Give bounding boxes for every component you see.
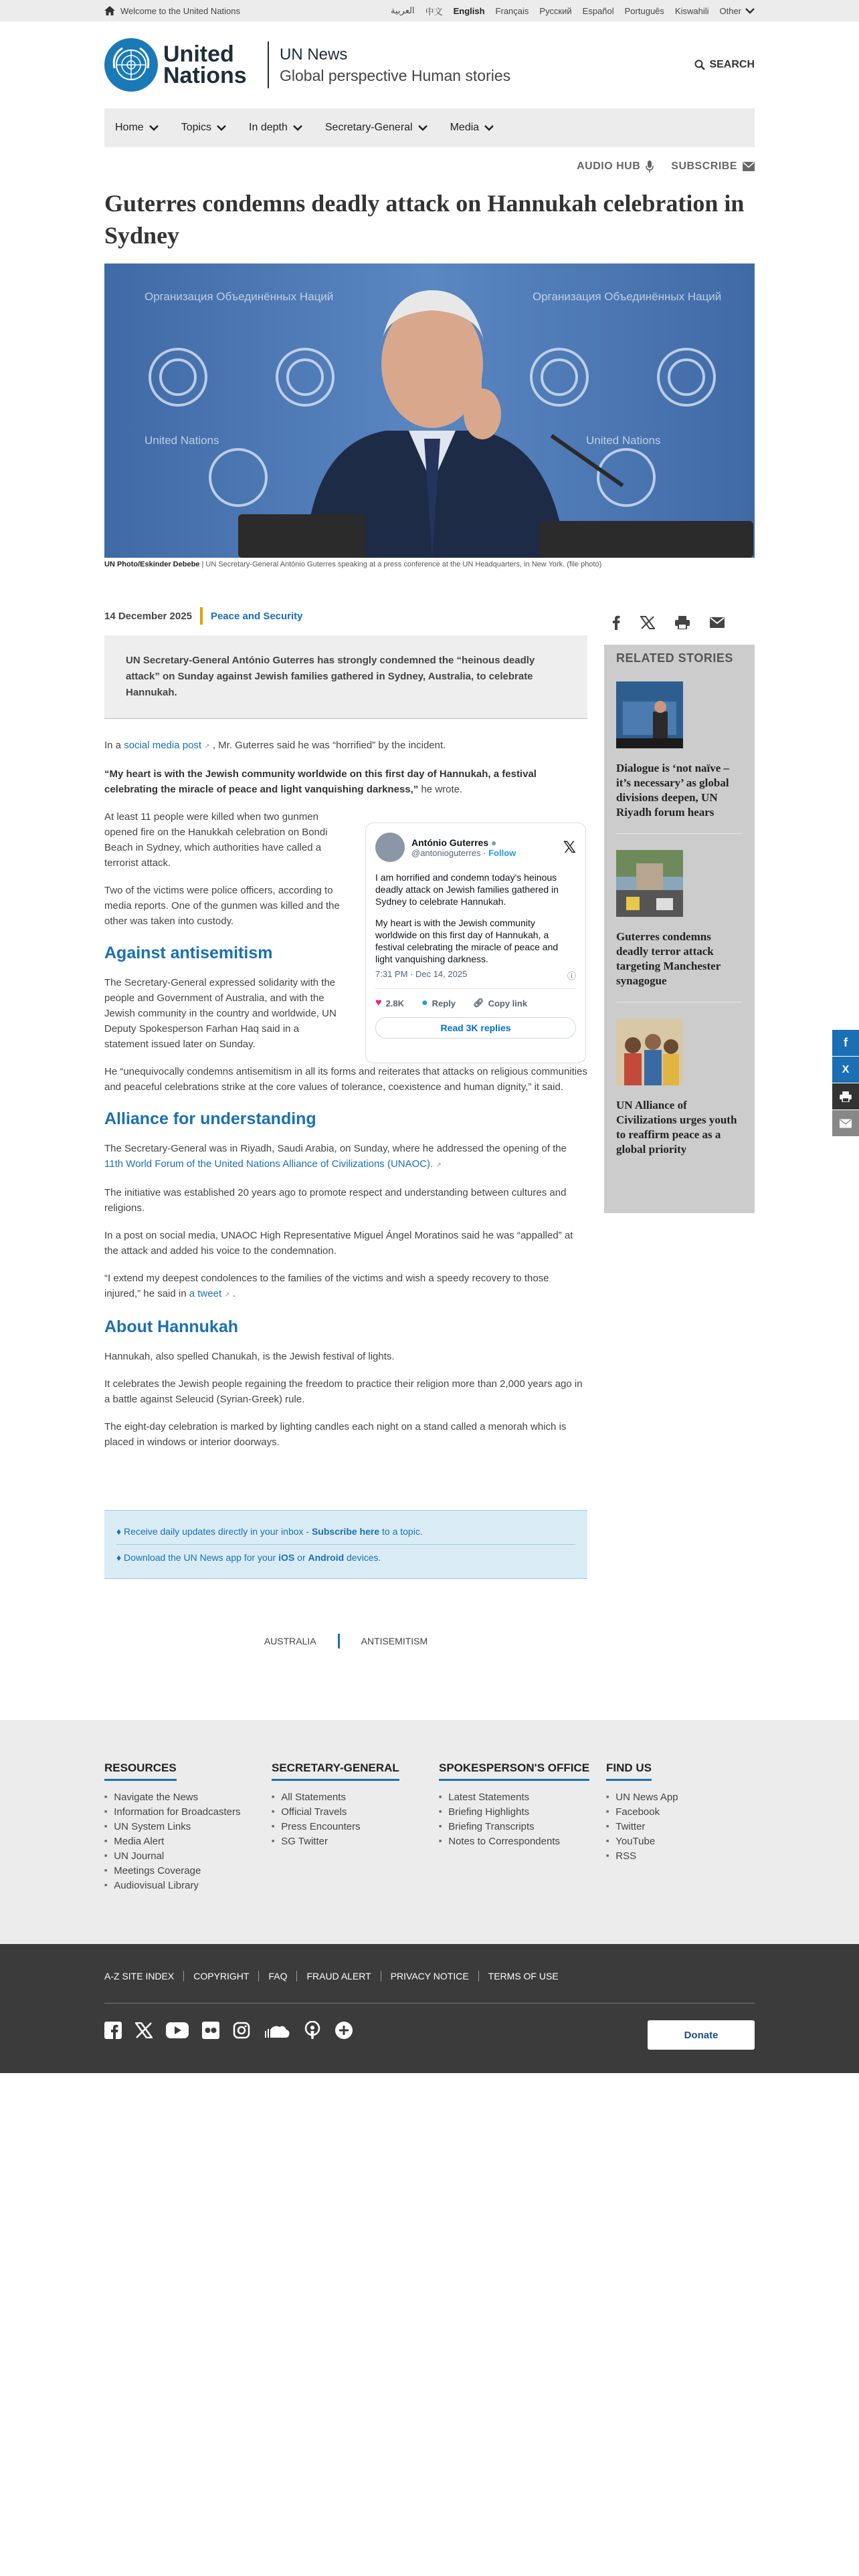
footer-link[interactable]: ■ RSS: [606, 1849, 773, 1864]
svg-text:Организация Объединённых Наций: Организация Объединённых Наций: [533, 290, 722, 303]
podcast-icon[interactable]: [304, 2021, 321, 2040]
email-icon[interactable]: [710, 617, 725, 628]
android-link[interactable]: Android: [308, 1552, 345, 1563]
footer-legal-link[interactable]: FRAUD ALERT: [306, 1971, 371, 1981]
footer-links-section: [0, 1720, 859, 1944]
lang-english[interactable]: English: [453, 5, 485, 16]
site-title[interactable]: [280, 45, 510, 85]
chevron-down-icon: [484, 125, 494, 131]
like-button[interactable]: ♥ 2.8K: [375, 997, 404, 1008]
footer-link[interactable]: ■ Meetings Coverage: [104, 1864, 272, 1879]
follow-button[interactable]: Follow: [488, 847, 516, 858]
paragraph: “I extend my deepest condolences to the families of the victims and wish a speedy recovery to those injured,” he said in a tweet ↗ .: [104, 1273, 549, 1299]
footer-column-spokesperson: [439, 1761, 606, 1893]
story-title: Guterres condemns deadly terror attack targeting Manchester synagogue: [616, 930, 721, 987]
x-icon: X: [842, 1063, 850, 1075]
embedded-tweet[interactable]: [365, 823, 586, 1063]
article-tags: [104, 1634, 587, 1648]
main-nav: [104, 108, 755, 147]
footer-column-title: FIND US: [606, 1761, 652, 1781]
footer-link[interactable]: ■ All Statements: [272, 1790, 439, 1805]
reply-icon: ●: [421, 997, 428, 1008]
legal-links: [104, 1971, 859, 1981]
story-thumbnail: [616, 681, 683, 748]
site-name: UN News: [280, 45, 348, 64]
tweet-date[interactable]: 7:31 PM · Dec 14, 2025 ⓘ: [375, 969, 576, 989]
tweet-author[interactable]: António Guterres ●: [411, 837, 497, 848]
nav-topics[interactable]: Topics: [181, 122, 226, 134]
tweet-actions: [375, 997, 576, 1009]
copy-link-button[interactable]: 🔗︎ Copy link: [473, 998, 528, 1008]
paragraph: He “unequivocally condemns antisemitism in all its forms and reiterates that attacks on religious communities and peaceful celebrations strike at the core values of tolerance, coexistence and human dignity,” it said.: [104, 1066, 587, 1093]
footer-divider: [104, 2003, 755, 2004]
meta-separator: [200, 607, 203, 625]
external-link-icon: ↗: [204, 743, 210, 750]
site-tagline: Global perspective Human stories: [280, 66, 511, 84]
footer-column-title: SECRETARY-GENERAL: [272, 1761, 399, 1781]
newsletter-notice: ♦ Receive daily updates directly in your inbox - Subscribe here to a topic.: [116, 1526, 423, 1537]
facebook-icon: f: [844, 1036, 848, 1049]
footer-link[interactable]: ■ Briefing Transcripts: [439, 1820, 606, 1834]
tweet-link[interactable]: a tweet: [189, 1288, 222, 1299]
nav-media[interactable]: Media: [450, 122, 494, 134]
language-selector: [391, 5, 755, 17]
link-separator: [183, 1971, 184, 1981]
audio-hub-link[interactable]: AUDIO HUB: [577, 160, 654, 173]
tag-separator: [338, 1634, 340, 1648]
footer-column-find-us: [606, 1761, 773, 1893]
x-logo-icon[interactable]: 𝕏: [563, 838, 576, 857]
site-header: [0, 21, 859, 108]
link-separator: [478, 1971, 479, 1981]
footer-column-title: RESOURCES: [104, 1761, 177, 1781]
paragraph: In a social media post ↗ , Mr. Guterres said he was “horrified” by the incident.: [104, 740, 446, 751]
flickr-icon[interactable]: [202, 2022, 219, 2039]
heart-icon: ♥: [375, 997, 382, 1008]
footer-legal-link[interactable]: PRIVACY NOTICE: [390, 1971, 469, 1981]
ios-link[interactable]: iOS: [278, 1552, 295, 1563]
story-thumbnail: [616, 850, 683, 917]
email-icon: [840, 1119, 852, 1128]
heading-alliance: Alliance for understanding: [104, 1109, 316, 1128]
heading-against-antisemitism: Against antisemitism: [104, 944, 273, 962]
footer-link[interactable]: ■ Press Encounters: [272, 1820, 439, 1834]
photo-caption: UN Photo/Eskinder Debebe | UN Secretary-General António Guterres speaking at a press conference at the UN Headquarters, in New York. (file photo): [104, 560, 602, 568]
link-separator: [296, 1971, 297, 1981]
chevron-down-icon: [293, 125, 302, 131]
lang-kiswahili[interactable]: Kiswahili: [674, 5, 709, 16]
article-meta: [104, 607, 587, 625]
facebook-share-button[interactable]: [832, 1030, 859, 1057]
category-link[interactable]: Peace and Security: [210, 610, 303, 622]
x-icon[interactable]: [640, 616, 655, 629]
lang-chinese[interactable]: 中文: [425, 6, 443, 17]
article-lead: UN Secretary-General António Guterres has strongly condemned the “heinous deadly attack” on Sunday against Jewish families gathered in Sydney, Australia, to celebrate Hannukah.: [104, 635, 587, 719]
microphone-icon: [646, 160, 654, 173]
top-bar: [0, 0, 859, 21]
nav-in-depth[interactable]: In depth: [249, 122, 302, 134]
utility-links: [104, 160, 755, 173]
external-link-icon: ↗: [224, 1291, 230, 1299]
story-thumbnail: [616, 1018, 683, 1085]
footer-column-resources: [104, 1761, 272, 1893]
footer-link[interactable]: ■ Audiovisual Library: [104, 1879, 272, 1893]
chevron-down-icon: [745, 8, 755, 14]
footer-link[interactable]: ■ Media Alert: [104, 1834, 272, 1849]
tweet-header: [375, 833, 576, 862]
svg-text:United Nations: United Nations: [145, 434, 219, 447]
read-replies-button[interactable]: Read 3K replies: [375, 1017, 576, 1039]
footer-link[interactable]: ■ UN Journal: [104, 1849, 272, 1864]
nav-home[interactable]: Home: [115, 122, 159, 134]
footer-link[interactable]: ■ Notes to Correspondents: [439, 1834, 606, 1849]
footer-link[interactable]: ■ UN System Links: [104, 1820, 272, 1834]
press-conference-photo: [104, 263, 755, 558]
story-title: Dialogue is ‘not naïve – it’s necessary’ as global divisions deepen, UN Riyadh forum hears: [616, 762, 730, 819]
tag-australia[interactable]: AUSTRALIA: [264, 1636, 316, 1646]
footer-link[interactable]: ■ Facebook: [606, 1805, 773, 1820]
footer-link[interactable]: ■ Briefing Highlights: [439, 1805, 606, 1820]
instagram-icon[interactable]: [233, 2022, 250, 2039]
lang-portuguese[interactable]: Português: [624, 5, 664, 16]
more-icon[interactable]: [335, 2021, 353, 2040]
lang-russian[interactable]: Русский: [539, 5, 572, 16]
paragraph: Hannukah, also spelled Chanukah, is the Jewish festival of lights.: [104, 1351, 395, 1362]
related-story[interactable]: [616, 1018, 743, 1170]
sidebar: [604, 615, 755, 1213]
facebook-icon[interactable]: [612, 615, 620, 630]
footer-column-secretary-general: [272, 1761, 439, 1893]
donate-button[interactable]: Donate: [648, 2020, 755, 2050]
subscribe-link[interactable]: SUBSCRIBE: [671, 160, 755, 173]
story-title: UN Alliance of Civilizations urges youth to reaffirm peace as a global priority: [616, 1099, 737, 1156]
hero-photo: [104, 263, 755, 558]
un-wordmark[interactable]: United Nations: [163, 41, 247, 88]
related-stories: [604, 645, 755, 1213]
tweet-handle: @antonioguterres · Follow: [411, 847, 516, 858]
footer-legal-link[interactable]: A-Z SITE INDEX: [104, 1971, 175, 1981]
email-share-button[interactable]: [832, 1110, 859, 1137]
print-share-button[interactable]: [832, 1083, 859, 1110]
chevron-down-icon: [217, 125, 226, 131]
paragraph: The Secretary-General was in Riyadh, Saudi Arabia, on Sunday, where he addressed the opening of the 11th World Forum of the United Nations Alliance of Civilizations (UNAOC). ↗: [104, 1143, 567, 1170]
facebook-icon[interactable]: [104, 2022, 122, 2039]
heading-about-hannukah: About Hannukah: [104, 1317, 238, 1336]
lang-french[interactable]: Français: [495, 5, 529, 16]
header-divider: [268, 41, 269, 88]
footer-link[interactable]: ■ Official Travels: [272, 1805, 439, 1820]
paragraph: It celebrates the Jewish people regaining the freedom to practice their religion more than 2,000 years ago in a battle against Seleucid (Syrian-Greek) rule.: [104, 1378, 583, 1405]
svg-text:United Nations: United Nations: [586, 434, 661, 447]
welcome-link[interactable]: Welcome to the United Nations: [104, 6, 240, 16]
paragraph: Two of the victims were police officers, according to media reports. One of the gunmen was killed and the other was taken into custody.: [104, 885, 340, 927]
soundcloud-icon[interactable]: [264, 2023, 290, 2038]
nav-secretary-general[interactable]: Secretary-General: [325, 122, 427, 134]
link-icon: 🔗︎: [473, 998, 484, 1008]
unaoc-forum-link[interactable]: 11th World Forum of the United Nations Alliance of Civilizations (UNAOC).: [104, 1158, 434, 1170]
footer-link[interactable]: ■ SG Twitter: [272, 1834, 439, 1849]
chevron-down-icon: [418, 125, 427, 131]
lang-spanish[interactable]: Español: [582, 5, 614, 16]
home-icon: [104, 6, 115, 15]
paragraph: The eight-day celebration is marked by lighting candles each night on a stand called a menorah which is placed in windows or interior doorways.: [104, 1421, 567, 1448]
article-date: 14 December 2025: [104, 610, 192, 622]
footer-legal-link[interactable]: TERMS OF USE: [488, 1971, 559, 1981]
search-icon: [694, 60, 705, 70]
footer-link[interactable]: ■ UN News App: [606, 1790, 773, 1805]
footer-link[interactable]: ■ Latest Statements: [439, 1790, 606, 1805]
tweet-text-1: I am horrified and condemn today's heinous deadly attack on Jewish families gathered in Sydney to celebrate Hannukah.: [375, 872, 559, 907]
link-separator: [258, 1971, 259, 1981]
lang-other[interactable]: Other: [719, 6, 755, 16]
footer-legal-link[interactable]: COPYRIGHT: [193, 1971, 250, 1981]
tag-antisemitism[interactable]: ANTISEMITISM: [361, 1636, 428, 1646]
paragraph: In a post on social media, UNAOC High Representative Miguel Ángel Moratinos said he was “appalled” at the attack and added his voice to the condemnation.: [104, 1230, 573, 1257]
avatar[interactable]: [375, 833, 405, 862]
print-icon: [840, 1091, 852, 1102]
related-story[interactable]: [616, 850, 743, 1002]
footer-link[interactable]: ■ Twitter: [606, 1820, 773, 1834]
lang-arabic[interactable]: العربية: [391, 5, 415, 15]
paragraph: The initiative was established 20 years ago to promote respect and understanding between cultures and religions.: [104, 1187, 567, 1214]
article-body: [104, 607, 587, 1648]
x-icon[interactable]: [135, 2022, 153, 2038]
un-emblem-logo[interactable]: [104, 38, 158, 92]
external-link-icon: ↗: [436, 1162, 442, 1169]
footer-link[interactable]: ■ Navigate the News: [104, 1790, 272, 1805]
social-media-post-link[interactable]: social media post: [124, 740, 202, 751]
footer-link[interactable]: ■ YouTube: [606, 1834, 773, 1849]
info-icon[interactable]: ⓘ: [567, 971, 576, 981]
un-globe-icon: [108, 41, 155, 88]
related-story[interactable]: [616, 681, 743, 834]
subscribe-here-link[interactable]: Subscribe here: [311, 1526, 380, 1537]
paragraph: At least 11 people were killed when two gunmen opened fire on the Hanukkah celebration on Bondi Beach in Sydney, which authorities have called a terrorist attack.: [104, 811, 328, 869]
paragraph: “My heart is with the Jewish community worldwide on this first day of Hannukah, a festival celebrating the miracle of peace and light vanquishing darkness,” he wrote.: [104, 768, 537, 795]
x-share-button[interactable]: [832, 1057, 859, 1083]
search-button[interactable]: SEARCH: [694, 59, 755, 71]
footer-link[interactable]: ■ Information for Broadcasters: [104, 1805, 272, 1820]
verified-badge-icon: ●: [491, 837, 497, 848]
footer-legal-link[interactable]: FAQ: [268, 1971, 288, 1981]
svg-text:Организация Объединённых Наций: Организация Объединённых Наций: [145, 290, 334, 303]
article-title: Guterres condemns deadly attack on Hannukah celebration in Sydney: [104, 190, 745, 249]
chevron-down-icon: [149, 125, 159, 131]
print-icon[interactable]: [675, 616, 690, 629]
paragraph: The Secretary-General expressed solidarity with the people and Government of Australia, and with the Jewish community in the country and worldwide, UN Deputy Spokesperson Farhan Haq said in a statement issued later on Sunday.: [104, 977, 337, 1050]
share-bar: [604, 615, 755, 630]
subscription-notices: [104, 1510, 587, 1579]
related-heading: RELATED STORIES: [616, 651, 733, 665]
tweet-text-2: My heart is with the Jewish community worldwide on this first day of Hannukah, a festival celebrating the miracle of peace and light vanquishing darkness.: [375, 918, 559, 964]
floating-share-bar: [832, 1030, 859, 1137]
reply-button[interactable]: ● Reply: [421, 997, 456, 1008]
app-notice: ♦ Download the UN News app for your iOS or Android devices.: [116, 1544, 575, 1570]
footer-bottom: [0, 1944, 859, 2073]
envelope-icon: [743, 162, 755, 171]
youtube-icon[interactable]: [166, 2022, 189, 2038]
footer-column-title: SPOKESPERSON'S OFFICE: [439, 1761, 589, 1781]
